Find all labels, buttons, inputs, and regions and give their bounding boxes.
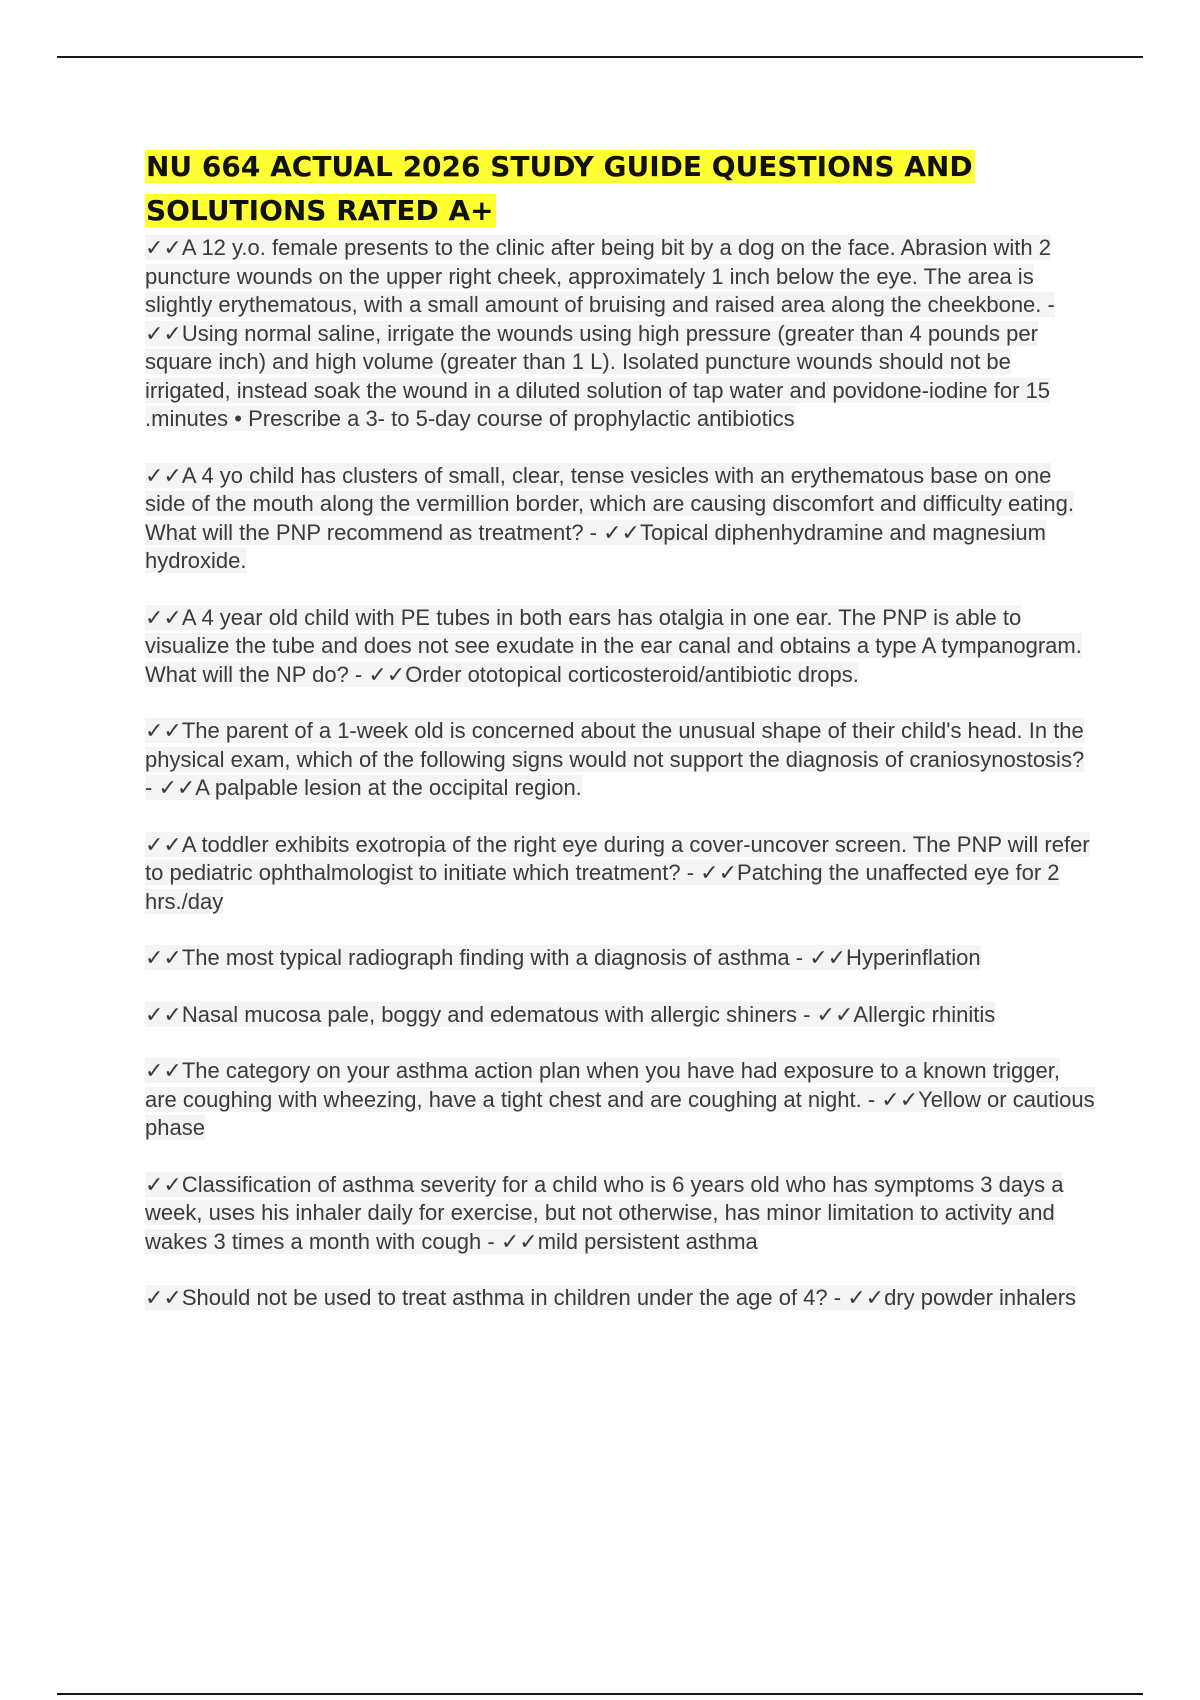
- qa-item: ✓✓A toddler exhibits exotropia of the right eye during a cover-uncover screen. The PNP will refer to pediatric ophthalmologist to initiate which treatment? - ✓✓Patching the unaffected eye for 2 hrs./day: [145, 831, 1090, 914]
- qa-item: ✓✓A 4 yo child has clusters of small, clear, tense vesicles with an erythematous base on one side of the mouth along the vermillion border, which are causing discomfort and difficulty eating. What will the PNP recommend as treatment? - ✓✓Topical diphenhydramine and magnesium hydroxide.: [145, 462, 1074, 573]
- qa-item: ✓✓Nasal mucosa pale, boggy and edematous with allergic shiners - ✓✓Allergic rhinitis: [145, 1001, 996, 1027]
- qa-item: ✓✓A 4 year old child with PE tubes in both ears has otalgia in one ear. The PNP is able to visualize the tube and does not see exudate in the ear canal and obtains a type A tympanogram. What will the NP do? - ✓✓Order ototopical corticosteroid/antibiotic drops.: [145, 604, 1082, 687]
- document-title-text: NU 664 ACTUAL 2026 STUDY GUIDE QUESTIONS AND SOLUTIONS RATED A+: [146, 150, 973, 227]
- qa-item: ✓✓The parent of a 1-week old is concerned about the unusual shape of their child's head. In the physical exam, which of the following signs would not support the diagnosis of craniosynostosis? - ✓✓A palpable lesion at the occipital region.: [145, 718, 1085, 800]
- qa-item: ✓✓Should not be used to treat asthma in children under the age of 4? - ✓✓dry powder inhalers: [145, 1285, 1077, 1310]
- qa-item: ✓✓The category on your asthma action plan when you have had exposure to a known trigger, are coughing with wheezing, have a tight chest and are coughing at night. - ✓✓Yellow or cautious phase: [145, 1058, 1095, 1140]
- header-rule: [57, 56, 1143, 58]
- qa-item: ✓✓Classification of asthma severity for a child who is 6 years old who has symptoms 3 days a week, uses his inhaler daily for exercise, but not otherwise, has minor limitation to activity and wakes 3 times a month with cough - ✓✓mild persistent asthma: [145, 1171, 1064, 1254]
- document-title: [145, 145, 1095, 233]
- qa-item: ✓✓A 12 y.o. female presents to the clinic after being bit by a dog on the face. Abrasion with 2 puncture wounds on the upper right cheek, approximately 1 inch below the eye. The area is slightly erythematous, with a small amount of bruising and raised area along the cheekbone. - ✓✓Using normal saline, irrigate the wounds using high pressure (greater than 4 pounds per square inch) and high volume (greater than 1 L). Isolated puncture wounds should not be irrigated, instead soak the wound in a diluted solution of tap water and povidone-iodine for 15 .minutes • Prescribe a 3- to 5-day course of prophylactic antibiotics: [145, 235, 1055, 431]
- document-body: [145, 145, 1095, 1341]
- footer-rule: [57, 1693, 1143, 1695]
- qa-item: ✓✓The most typical radiograph finding with a diagnosis of asthma - ✓✓Hyperinflation: [145, 945, 981, 970]
